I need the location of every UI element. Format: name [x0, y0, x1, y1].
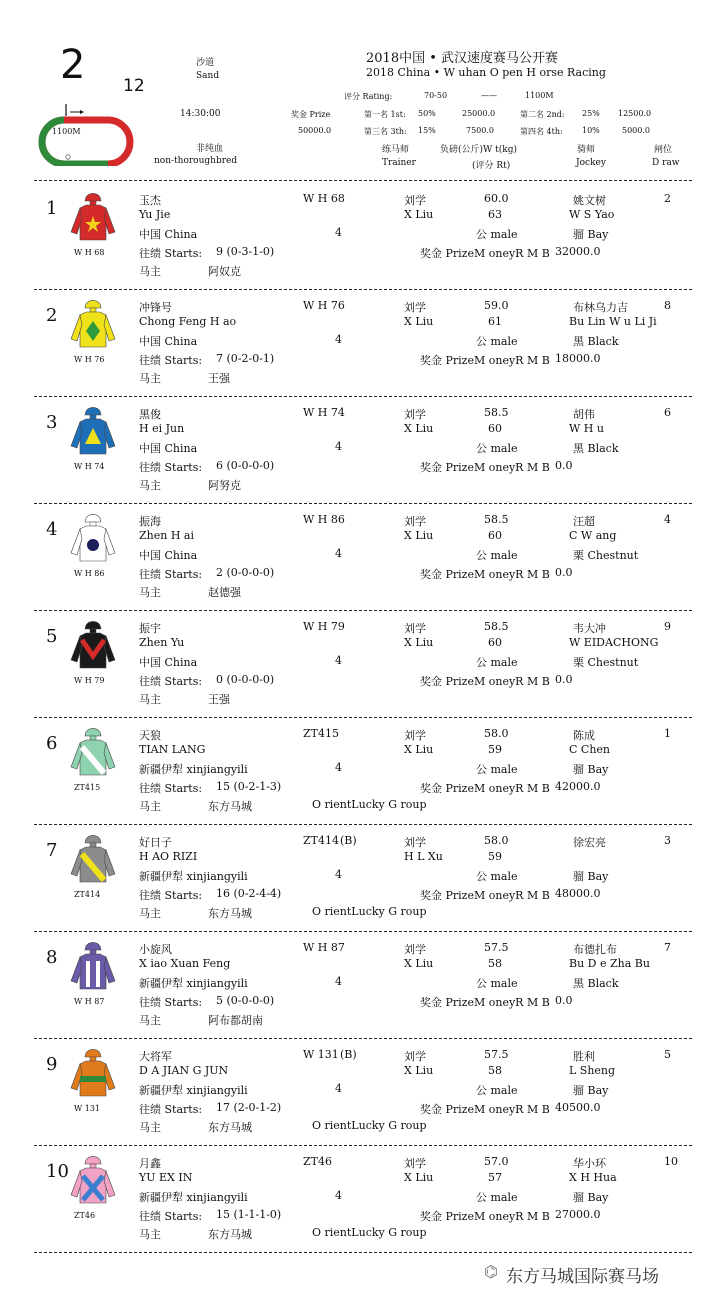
- horse-code-small: W H 74: [74, 462, 105, 471]
- jockey-en: W H u: [569, 422, 604, 435]
- horse-code: W 131: [303, 1048, 339, 1061]
- horse-colour: 栗 Chestnut: [573, 656, 639, 669]
- saddle-number: 9: [46, 1054, 58, 1075]
- saddle-number: 7: [46, 840, 58, 861]
- horse-colour: 骝 Bay: [573, 870, 609, 883]
- col-jockey-en: Jockey: [576, 158, 606, 168]
- trainer-cn: 刘学: [404, 408, 426, 421]
- col-trainer-en: Trainer: [382, 158, 416, 168]
- horse-age: 4: [335, 1082, 342, 1095]
- owner-label: 马主: [139, 372, 161, 385]
- horse-colour: 骝 Bay: [573, 228, 609, 241]
- row-divider: [34, 824, 692, 825]
- horse-name-cn: 小旋风: [139, 943, 172, 956]
- trainer-en: X Liu: [404, 743, 434, 756]
- horse-code: W H 68: [303, 192, 345, 205]
- jockey-cn: 胜利: [573, 1050, 595, 1063]
- weight: 59.0: [484, 299, 509, 312]
- rating: 60: [488, 636, 502, 649]
- prize-money-label: 奖金 PrizeM oneyR M B: [420, 461, 550, 474]
- table-row: [0, 826, 720, 933]
- jockey-silk: [68, 620, 118, 676]
- jockey-silk: [68, 941, 118, 997]
- horse-code: W H 76: [303, 299, 345, 312]
- first-pct: 50%: [418, 109, 436, 118]
- horse-code: W H 86: [303, 513, 345, 526]
- table-row: [0, 719, 720, 826]
- horse-code: ZT46: [303, 1155, 332, 1168]
- weight: 60.0: [484, 192, 509, 205]
- draw: 2: [664, 192, 671, 205]
- trainer-en: H L Xu: [404, 850, 443, 863]
- horse-colour: 骝 Bay: [573, 1084, 609, 1097]
- horse-name-en: TIAN LANG: [139, 743, 206, 756]
- table-row: [0, 1147, 720, 1254]
- owner-label: 马主: [139, 265, 161, 278]
- horse-origin: 新疆伊犁 xinjiangyili: [139, 977, 248, 990]
- owner-label: 马主: [139, 800, 161, 813]
- jockey-silk: [68, 1155, 118, 1211]
- horse-colour: 骝 Bay: [573, 763, 609, 776]
- owner-label: 马主: [139, 1228, 161, 1241]
- starts-record: 15 (0-2-1-3): [216, 780, 282, 793]
- trainer-en: X Liu: [404, 1171, 434, 1184]
- jockey-cn: 华小环: [573, 1157, 606, 1170]
- table-row: [0, 612, 720, 719]
- saddle-number: 3: [46, 412, 58, 433]
- second-pct: 25%: [582, 109, 600, 118]
- trainer-en: X Liu: [404, 529, 434, 542]
- weight: 57.5: [484, 941, 509, 954]
- owner-label: 马主: [139, 1014, 161, 1027]
- horse-name-cn: 天狼: [139, 729, 161, 742]
- starts-label: 往绩 Starts:: [139, 1103, 203, 1116]
- horse-colour: 黑 Black: [573, 335, 619, 348]
- horse-origin: 中国 China: [139, 228, 198, 241]
- jockey-cn: 胡伟: [573, 408, 595, 421]
- breed-en: non-thoroughbred: [154, 156, 238, 166]
- owner-label: 马主: [139, 1121, 161, 1134]
- prize-money: 48000.0: [555, 887, 601, 900]
- surface-cn: 沙道: [196, 58, 215, 68]
- trainer-cn: 刘学: [404, 515, 426, 528]
- col-jockey-cn: 骑师: [577, 145, 596, 155]
- trainer-cn: 刘学: [404, 836, 426, 849]
- jockey-en: W S Yao: [569, 208, 615, 221]
- owner-name: 东方马城: [208, 1228, 252, 1241]
- weight: 58.5: [484, 406, 509, 419]
- race-title-cn: 2018中国 • 武汉速度赛马公开赛: [366, 51, 559, 66]
- trainer-cn: 刘学: [404, 194, 426, 207]
- col-weight-cn: 负磅(公斤)W t(kg): [440, 145, 517, 155]
- horse-code-small: W H 87: [74, 997, 105, 1006]
- horse-code: ZT414: [303, 834, 339, 847]
- rating: 59: [488, 743, 502, 756]
- table-row: [0, 398, 720, 505]
- sex: 公 male: [476, 1084, 518, 1097]
- starts-label: 往绩 Starts:: [139, 675, 203, 688]
- track-distance: 1100M: [52, 127, 81, 136]
- row-divider: [34, 503, 692, 504]
- owner-name-en: O rientLucky G roup: [312, 1226, 427, 1239]
- sex: 公 male: [476, 549, 518, 562]
- horse-origin: 新疆伊犁 xinjiangyili: [139, 1084, 248, 1097]
- prize-money: 40500.0: [555, 1101, 601, 1114]
- horse-name-en: Zhen Yu: [139, 636, 185, 649]
- horse-code-small: ZT415: [74, 783, 101, 792]
- race-number: 2: [60, 42, 86, 88]
- horse-code-small: W H 79: [74, 676, 105, 685]
- table-row: [0, 505, 720, 612]
- breed-cn: 非纯血: [196, 144, 224, 154]
- rating-dash: ——: [481, 91, 497, 100]
- starts-record: 5 (0-0-0-0): [216, 994, 275, 1007]
- jockey-silk: [68, 406, 118, 462]
- third-amt: 7500.0: [466, 126, 494, 135]
- prize-money-label: 奖金 PrizeM oneyR M B: [420, 1210, 550, 1223]
- wechat-icon: ⌬: [484, 1262, 498, 1281]
- sex: 公 male: [476, 442, 518, 455]
- weight: 58.5: [484, 513, 509, 526]
- row-divider: [34, 717, 692, 718]
- starts-label: 往绩 Starts:: [139, 996, 203, 1009]
- horse-name-cn: 玉杰: [139, 194, 161, 207]
- prize-label: 奖金 Prize: [291, 110, 331, 119]
- saddle-number: 2: [46, 305, 58, 326]
- starts-record: 9 (0-3-1-0): [216, 245, 275, 258]
- prize-total: 50000.0: [298, 126, 332, 135]
- prize-money: 42000.0: [555, 780, 601, 793]
- horse-name-cn: 冲锋号: [139, 301, 172, 314]
- rating: 57: [488, 1171, 502, 1184]
- starts-record: 2 (0-0-0-0): [216, 566, 275, 579]
- first-label: 第一名 1st:: [364, 110, 406, 119]
- horse-age: 4: [335, 868, 342, 881]
- jockey-cn: 布林乌力吉: [573, 301, 628, 314]
- draw: 10: [664, 1155, 678, 1168]
- third-label: 第三名 3th:: [364, 127, 407, 136]
- jockey-cn: 陈成: [573, 729, 595, 742]
- col-trainer-cn: 练马师: [382, 145, 410, 155]
- horse-code-small: W H 86: [74, 569, 105, 578]
- jockey-en: C Chen: [569, 743, 611, 756]
- prize-money-label: 奖金 PrizeM oneyR M B: [420, 568, 550, 581]
- owner-name-en: O rientLucky G roup: [312, 1119, 427, 1132]
- prize-money-label: 奖金 PrizeM oneyR M B: [420, 247, 550, 260]
- sex: 公 male: [476, 228, 518, 241]
- horse-origin: 新疆伊犁 xinjiangyili: [139, 1191, 248, 1204]
- starts-record: 0 (0-0-0-0): [216, 673, 275, 686]
- race-distance: 1100M: [525, 91, 554, 100]
- jockey-silk: [68, 192, 118, 248]
- draw: 4: [664, 513, 671, 526]
- draw: 3: [664, 834, 671, 847]
- jockey-silk: [68, 834, 118, 890]
- jockey-cn: 汪超: [573, 515, 595, 528]
- horse-age: 4: [335, 761, 342, 774]
- horse-code-small: W 131: [74, 1104, 101, 1113]
- row-divider: [34, 1145, 692, 1146]
- code-suffix: (B): [340, 1048, 357, 1061]
- horse-name-cn: 振海: [139, 515, 161, 528]
- race-time: 14:30:00: [180, 109, 221, 119]
- jockey-en: L Sheng: [569, 1064, 616, 1077]
- horse-colour: 黑 Black: [573, 442, 619, 455]
- draw: 6: [664, 406, 671, 419]
- horse-code: W H 87: [303, 941, 345, 954]
- table-row: [0, 184, 720, 291]
- horse-age: 4: [335, 654, 342, 667]
- horse-name-en: H AO RIZI: [139, 850, 198, 863]
- saddle-number: 4: [46, 519, 58, 540]
- draw: 7: [664, 941, 671, 954]
- jockey-en: Bu Lin W u Li Ji: [569, 315, 657, 328]
- horse-origin: 新疆伊犁 xinjiangyili: [139, 870, 248, 883]
- row-divider: [34, 1038, 692, 1039]
- col-draw-cn: 闸位: [654, 145, 673, 155]
- col-weight-en: (评分 Rt): [472, 161, 511, 171]
- starts-label: 往绩 Starts:: [139, 247, 203, 260]
- saddle-number: 10: [46, 1161, 69, 1182]
- owner-name-en: O rientLucky G roup: [312, 798, 427, 811]
- sex: 公 male: [476, 1191, 518, 1204]
- sex: 公 male: [476, 763, 518, 776]
- starts-label: 往绩 Starts:: [139, 782, 203, 795]
- watermark: 东方马城国际赛马场: [506, 1267, 659, 1287]
- prize-money-label: 奖金 PrizeM oneyR M B: [420, 782, 550, 795]
- table-row: [0, 1040, 720, 1147]
- track-diagram: [34, 100, 138, 166]
- horse-name-en: YU EX IN: [139, 1171, 193, 1184]
- horse-age: 4: [335, 975, 342, 988]
- sex: 公 male: [476, 977, 518, 990]
- jockey-cn: 布德扎布: [573, 943, 617, 956]
- trainer-cn: 刘学: [404, 1157, 426, 1170]
- owner-name-en: O rientLucky G roup: [312, 905, 427, 918]
- rating: 60: [488, 422, 502, 435]
- third-pct: 15%: [418, 126, 436, 135]
- draw: 9: [664, 620, 671, 633]
- prize-money-label: 奖金 PrizeM oneyR M B: [420, 889, 550, 902]
- horse-code-small: W H 68: [74, 248, 105, 257]
- surface-en: Sand: [196, 71, 220, 81]
- jockey-silk: [68, 1048, 118, 1104]
- owner-name: 东方马城: [208, 907, 252, 920]
- owner-label: 马主: [139, 907, 161, 920]
- trainer-cn: 刘学: [404, 943, 426, 956]
- owner-label: 马主: [139, 479, 161, 492]
- trainer-cn: 刘学: [404, 1050, 426, 1063]
- code-suffix: (B): [340, 834, 357, 847]
- trainer-cn: 刘学: [404, 622, 426, 635]
- starts-record: 15 (1-1-1-0): [216, 1208, 282, 1221]
- owner-name: 阿努克: [208, 479, 241, 492]
- weight: 57.0: [484, 1155, 509, 1168]
- horse-name-en: H ei Jun: [139, 422, 185, 435]
- row-divider: [34, 396, 692, 397]
- prize-money-label: 奖金 PrizeM oneyR M B: [420, 675, 550, 688]
- horse-origin: 新疆伊犁 xinjiangyili: [139, 763, 248, 776]
- starts-label: 往绩 Starts:: [139, 1210, 203, 1223]
- jockey-en: X H Hua: [569, 1171, 617, 1184]
- row-divider: [34, 1252, 692, 1253]
- starts-label: 往绩 Starts:: [139, 354, 203, 367]
- owner-label: 马主: [139, 586, 161, 599]
- horse-origin: 中国 China: [139, 335, 198, 348]
- rating: 59: [488, 850, 502, 863]
- row-divider: [34, 289, 692, 290]
- rating: 60: [488, 529, 502, 542]
- horse-code-small: W H 76: [74, 355, 105, 364]
- horse-name-cn: 大将军: [139, 1050, 172, 1063]
- horse-colour: 栗 Chestnut: [573, 549, 639, 562]
- prize-money: 0.0: [555, 994, 573, 1007]
- rating: 63: [488, 208, 502, 221]
- owner-name: 王强: [208, 372, 230, 385]
- horse-name-cn: 黑俊: [139, 408, 161, 421]
- jockey-en: Bu D e Zha Bu: [569, 957, 650, 970]
- horse-age: 4: [335, 547, 342, 560]
- horse-age: 4: [335, 333, 342, 346]
- rating: 61: [488, 315, 502, 328]
- rating: 58: [488, 1064, 502, 1077]
- runner-count: 12: [123, 76, 145, 96]
- trainer-en: X Liu: [404, 208, 434, 221]
- horse-origin: 中国 China: [139, 442, 198, 455]
- sex: 公 male: [476, 870, 518, 883]
- horse-age: 4: [335, 1189, 342, 1202]
- header-divider: [34, 180, 692, 181]
- prize-money: 0.0: [555, 566, 573, 579]
- draw: 8: [664, 299, 671, 312]
- horse-origin: 中国 China: [139, 656, 198, 669]
- starts-record: 7 (0-2-0-1): [216, 352, 275, 365]
- second-label: 第二名 2nd:: [520, 110, 565, 119]
- owner-name: 赵德强: [208, 586, 241, 599]
- prize-money: 18000.0: [555, 352, 601, 365]
- horse-name-cn: 月鑫: [139, 1157, 161, 1170]
- starts-record: 6 (0-0-0-0): [216, 459, 275, 472]
- prize-money-label: 奖金 PrizeM oneyR M B: [420, 354, 550, 367]
- saddle-number: 6: [46, 733, 58, 754]
- sex: 公 male: [476, 656, 518, 669]
- prize-money-label: 奖金 PrizeM oneyR M B: [420, 996, 550, 1009]
- starts-label: 往绩 Starts:: [139, 568, 203, 581]
- owner-name: 阿布都胡南: [208, 1014, 263, 1027]
- trainer-cn: 刘学: [404, 301, 426, 314]
- horse-name-cn: 好日子: [139, 836, 172, 849]
- horse-name-en: Chong Feng H ao: [139, 315, 237, 328]
- draw: 1: [664, 727, 671, 740]
- horse-code: ZT415: [303, 727, 339, 740]
- trainer-en: X Liu: [404, 957, 434, 970]
- first-amt: 25000.0: [462, 109, 496, 118]
- horse-code-small: ZT414: [74, 890, 101, 899]
- table-row: [0, 933, 720, 1040]
- weight: 58.0: [484, 834, 509, 847]
- horse-code: W H 74: [303, 406, 345, 419]
- jockey-silk: [68, 299, 118, 355]
- saddle-number: 5: [46, 626, 58, 647]
- prize-money: 0.0: [555, 459, 573, 472]
- weight: 58.5: [484, 620, 509, 633]
- owner-name: 王强: [208, 693, 230, 706]
- draw: 5: [664, 1048, 671, 1061]
- jockey-silk: [68, 513, 118, 569]
- prize-money: 0.0: [555, 673, 573, 686]
- table-row: [0, 291, 720, 398]
- horse-name-en: Yu Jie: [139, 208, 171, 221]
- row-divider: [34, 610, 692, 611]
- horse-origin: 中国 China: [139, 549, 198, 562]
- row-divider: [34, 931, 692, 932]
- horse-name-cn: 振宇: [139, 622, 161, 635]
- owner-name: 东方马城: [208, 1121, 252, 1134]
- fourth-label: 第四名 4th:: [520, 127, 563, 136]
- fourth-pct: 10%: [582, 126, 600, 135]
- horse-name-en: Zhen H ai: [139, 529, 194, 542]
- prize-money: 27000.0: [555, 1208, 601, 1221]
- trainer-en: X Liu: [404, 315, 434, 328]
- jockey-silk: [68, 727, 118, 783]
- horse-colour: 骝 Bay: [573, 1191, 609, 1204]
- owner-name: 东方马城: [208, 800, 252, 813]
- horse-code: W H 79: [303, 620, 345, 633]
- horse-age: 4: [335, 226, 342, 239]
- jockey-cn: 韦大冲: [573, 622, 606, 635]
- prize-money: 32000.0: [555, 245, 601, 258]
- horse-colour: 黑 Black: [573, 977, 619, 990]
- jockey-cn: 徐宏亮: [573, 836, 606, 849]
- trainer-cn: 刘学: [404, 729, 426, 742]
- saddle-number: 8: [46, 947, 58, 968]
- fourth-amt: 5000.0: [622, 126, 650, 135]
- jockey-en: C W ang: [569, 529, 617, 542]
- race-title-en: 2018 China • W uhan O pen H orse Racing: [366, 66, 606, 79]
- horse-code-small: ZT46: [74, 1211, 96, 1220]
- trainer-en: X Liu: [404, 636, 434, 649]
- trainer-en: X Liu: [404, 422, 434, 435]
- weight: 57.5: [484, 1048, 509, 1061]
- owner-name: 阿奴克: [208, 265, 241, 278]
- horse-name-en: X iao Xuan Feng: [139, 957, 231, 970]
- starts-record: 16 (0-2-4-4): [216, 887, 282, 900]
- rating-label: 评分 Rating:: [344, 92, 393, 101]
- jockey-cn: 姚文树: [573, 194, 606, 207]
- rating-value: 70-50: [424, 91, 448, 100]
- rating: 58: [488, 957, 502, 970]
- second-amt: 12500.0: [618, 109, 652, 118]
- jockey-en: W EIDACHONG: [569, 636, 659, 649]
- col-draw-en: D raw: [652, 158, 680, 168]
- trainer-en: X Liu: [404, 1064, 434, 1077]
- sex: 公 male: [476, 335, 518, 348]
- prize-money-label: 奖金 PrizeM oneyR M B: [420, 1103, 550, 1116]
- weight: 58.0: [484, 727, 509, 740]
- horse-age: 4: [335, 440, 342, 453]
- starts-record: 17 (2-0-1-2): [216, 1101, 282, 1114]
- saddle-number: 1: [46, 198, 58, 219]
- starts-label: 往绩 Starts:: [139, 461, 203, 474]
- horse-name-en: D A JIAN G JUN: [139, 1064, 229, 1077]
- owner-label: 马主: [139, 693, 161, 706]
- starts-label: 往绩 Starts:: [139, 889, 203, 902]
